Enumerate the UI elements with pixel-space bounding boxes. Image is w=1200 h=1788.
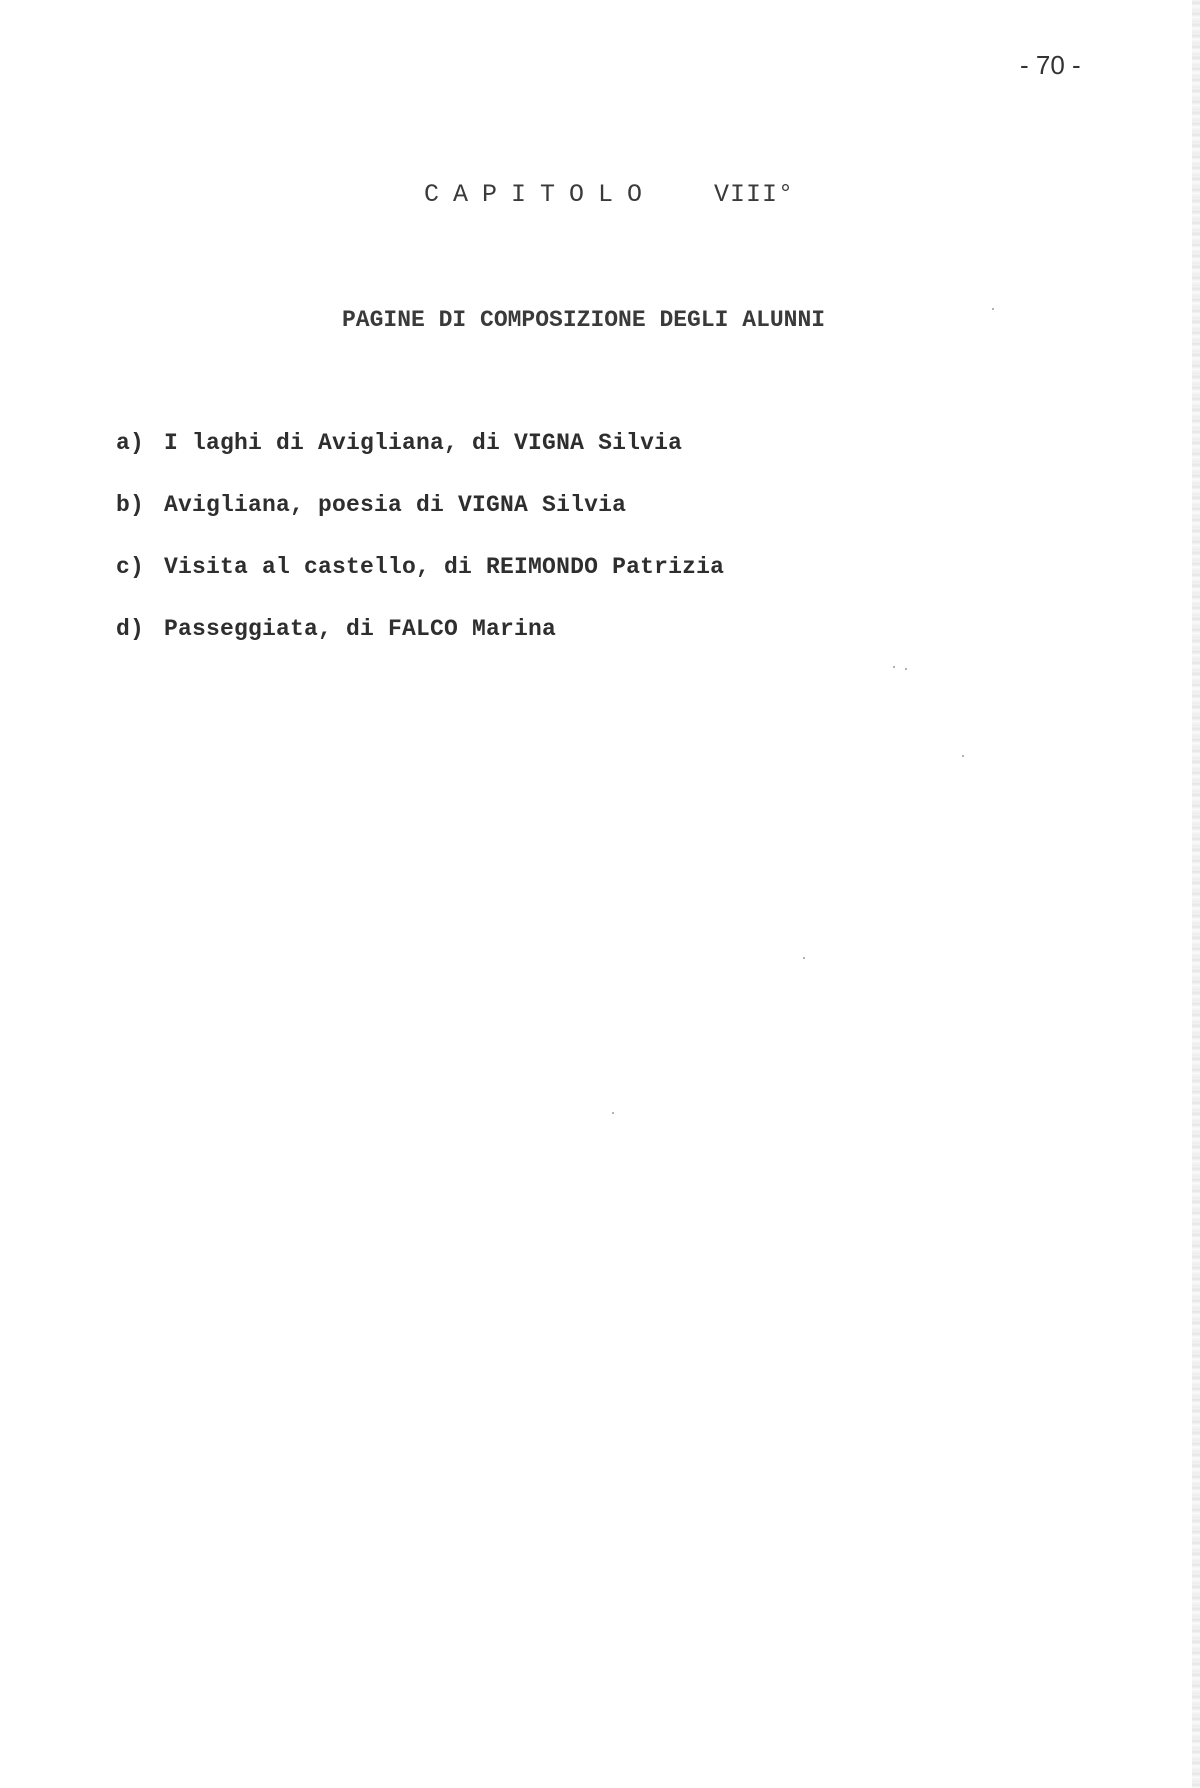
list-item <box>116 430 724 492</box>
chapter-number: VIII° <box>714 180 795 209</box>
page-number: - 70 - <box>1020 50 1081 80</box>
scan-speck <box>962 755 964 757</box>
list-item <box>116 554 724 616</box>
list-item-text: Passeggiata, di FALCO Marina <box>164 616 557 642</box>
list-marker: b) <box>116 492 145 518</box>
chapter-title: CAPITOLO <box>424 180 657 209</box>
list-item-text: Visita al castello, di REIMONDO Patrizia <box>164 554 725 580</box>
list-marker: c) <box>116 554 145 580</box>
section-heading: PAGINE DI COMPOSIZIONE DEGLI ALUNNI <box>342 307 826 333</box>
list-item <box>116 616 724 678</box>
scan-speck <box>803 957 805 959</box>
composition-list <box>116 430 724 678</box>
list-item-text: Avigliana, poesia di VIGNA Silvia <box>164 492 627 518</box>
scan-edge-shadow <box>1192 0 1200 1788</box>
scan-speck <box>992 308 994 310</box>
list-item-text: I laghi di Avigliana, di VIGNA Silvia <box>164 430 683 456</box>
scan-speck <box>893 666 895 668</box>
list-item <box>116 492 724 554</box>
scan-speck <box>612 1112 614 1114</box>
scan-speck <box>905 668 907 670</box>
list-marker: a) <box>116 430 145 456</box>
list-marker: d) <box>116 616 145 642</box>
